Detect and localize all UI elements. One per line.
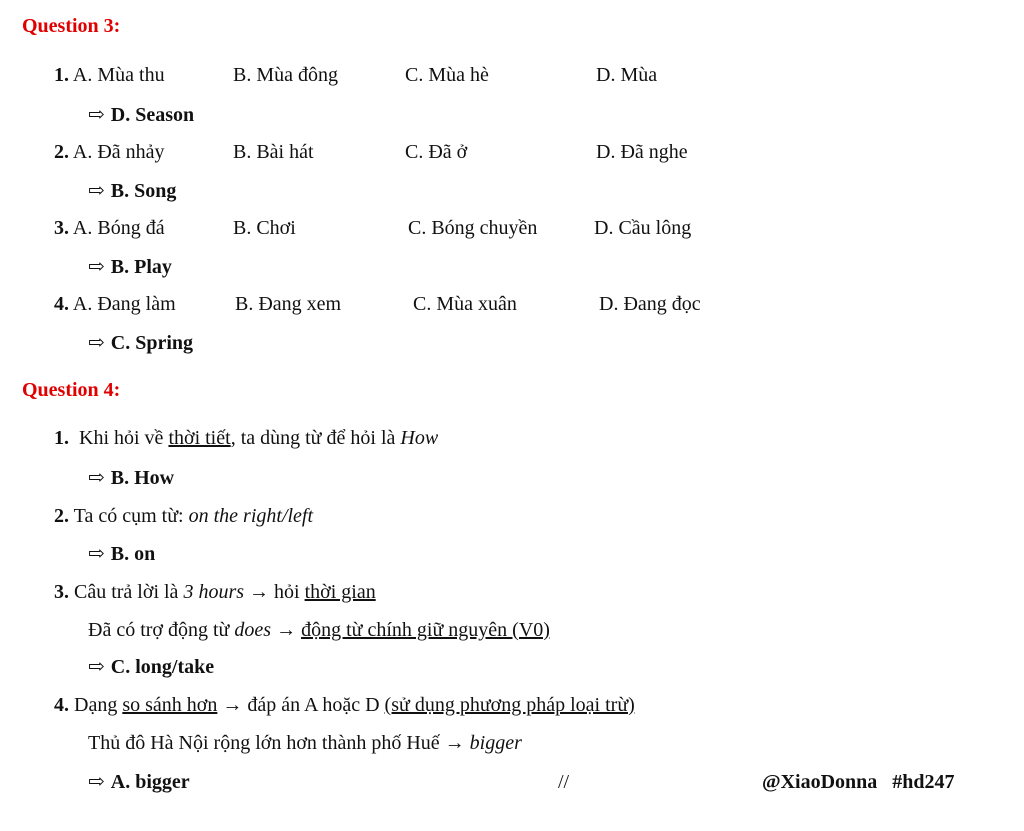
q3-item-2-answer: ⇨ B. Song	[88, 180, 177, 202]
q4-item-2-answer: ⇨ B. on	[88, 543, 156, 565]
item-number: 3.	[54, 581, 69, 603]
q4-item-2: 2. Ta có cụm từ: on the right/left	[54, 505, 314, 527]
footer-credit: @XiaoDonna #hd247	[762, 771, 955, 793]
item-number: 2.	[54, 141, 69, 163]
q3-item-1-option-b: B. Mùa đông	[233, 64, 338, 86]
item-number: 2.	[54, 505, 69, 527]
q4-item-1: 1. Khi hỏi về thời tiết, ta dùng từ để hỏi là How	[54, 427, 439, 449]
arrow-icon: ⇨	[88, 771, 105, 793]
q3-item-1	[54, 63, 165, 87]
q3-item-3-option-b: B. Chơi	[233, 217, 296, 239]
q3-item-4-option-d: D. Đang đọc	[599, 293, 701, 315]
q3-item-1-option-c: C. Mùa hè	[405, 64, 489, 86]
q3-item-4-option-c: C. Mùa xuân	[413, 293, 517, 315]
option-a: A. Mùa thu	[72, 64, 165, 86]
arrow-icon: ⇨	[88, 104, 105, 126]
q3-item-3	[54, 216, 165, 240]
option-a: A. Bóng đá	[72, 217, 165, 239]
q3-item-4-answer: ⇨ C. Spring	[88, 332, 194, 354]
q3-item-1-option-d: D. Mùa	[596, 64, 658, 86]
arrow-icon: ⇨	[88, 543, 105, 565]
q3-item-1-answer: ⇨ D. Season	[88, 104, 195, 126]
footer-slashes: //	[558, 771, 570, 793]
arrow-icon: ⇨	[88, 467, 105, 489]
q4-item-3-answer: ⇨ C. long/take	[88, 656, 215, 678]
question-4-title: Question 4:	[22, 379, 121, 401]
item-number: 4.	[54, 293, 69, 315]
q3-item-4-option-b: B. Đang xem	[235, 293, 342, 315]
arrow-icon: ⇨	[88, 180, 105, 202]
q3-item-2	[54, 140, 165, 164]
q3-item-2-option-d: D. Đã nghe	[596, 141, 688, 163]
q3-item-4	[54, 292, 176, 316]
arrow-icon: ⇨	[88, 332, 105, 354]
item-number: 4.	[54, 694, 69, 716]
q4-item-3: 3. Câu trả lời là 3 hours → hỏi thời gian	[54, 581, 376, 603]
option-a: A. Đã nhảy	[72, 141, 165, 163]
q4-item-1-answer: ⇨ B. How	[88, 467, 175, 489]
q3-item-2-option-b: B. Bài hát	[233, 141, 314, 163]
q3-item-2-option-c: C. Đã ở	[405, 141, 468, 163]
q3-item-3-answer: ⇨ B. Play	[88, 256, 172, 278]
item-number: 1.	[54, 427, 69, 449]
arrow-icon: ⇨	[88, 256, 105, 278]
q3-item-3-option-c: C. Bóng chuyền	[408, 217, 538, 239]
q3-item-3-option-d: D. Cầu lông	[594, 217, 692, 239]
q4-item-4: 4. Dạng so sánh hơn → đáp án A hoặc D (sử dụng phương pháp loại trừ)	[54, 694, 635, 716]
option-a: A. Đang làm	[72, 293, 176, 315]
arrow-icon: ⇨	[88, 656, 105, 678]
q4-item-4-answer: ⇨ A. bigger	[88, 771, 190, 793]
item-number: 1.	[54, 64, 69, 86]
item-number: 3.	[54, 217, 69, 239]
question-3-title: Question 3:	[22, 15, 121, 37]
q4-item-4-line-2: Thủ đô Hà Nội rộng lớn hơn thành phố Huế → bigger	[88, 732, 522, 754]
q4-item-3-line-2: Đã có trợ động từ does → động từ chính giữ nguyên (V0)	[88, 619, 550, 641]
